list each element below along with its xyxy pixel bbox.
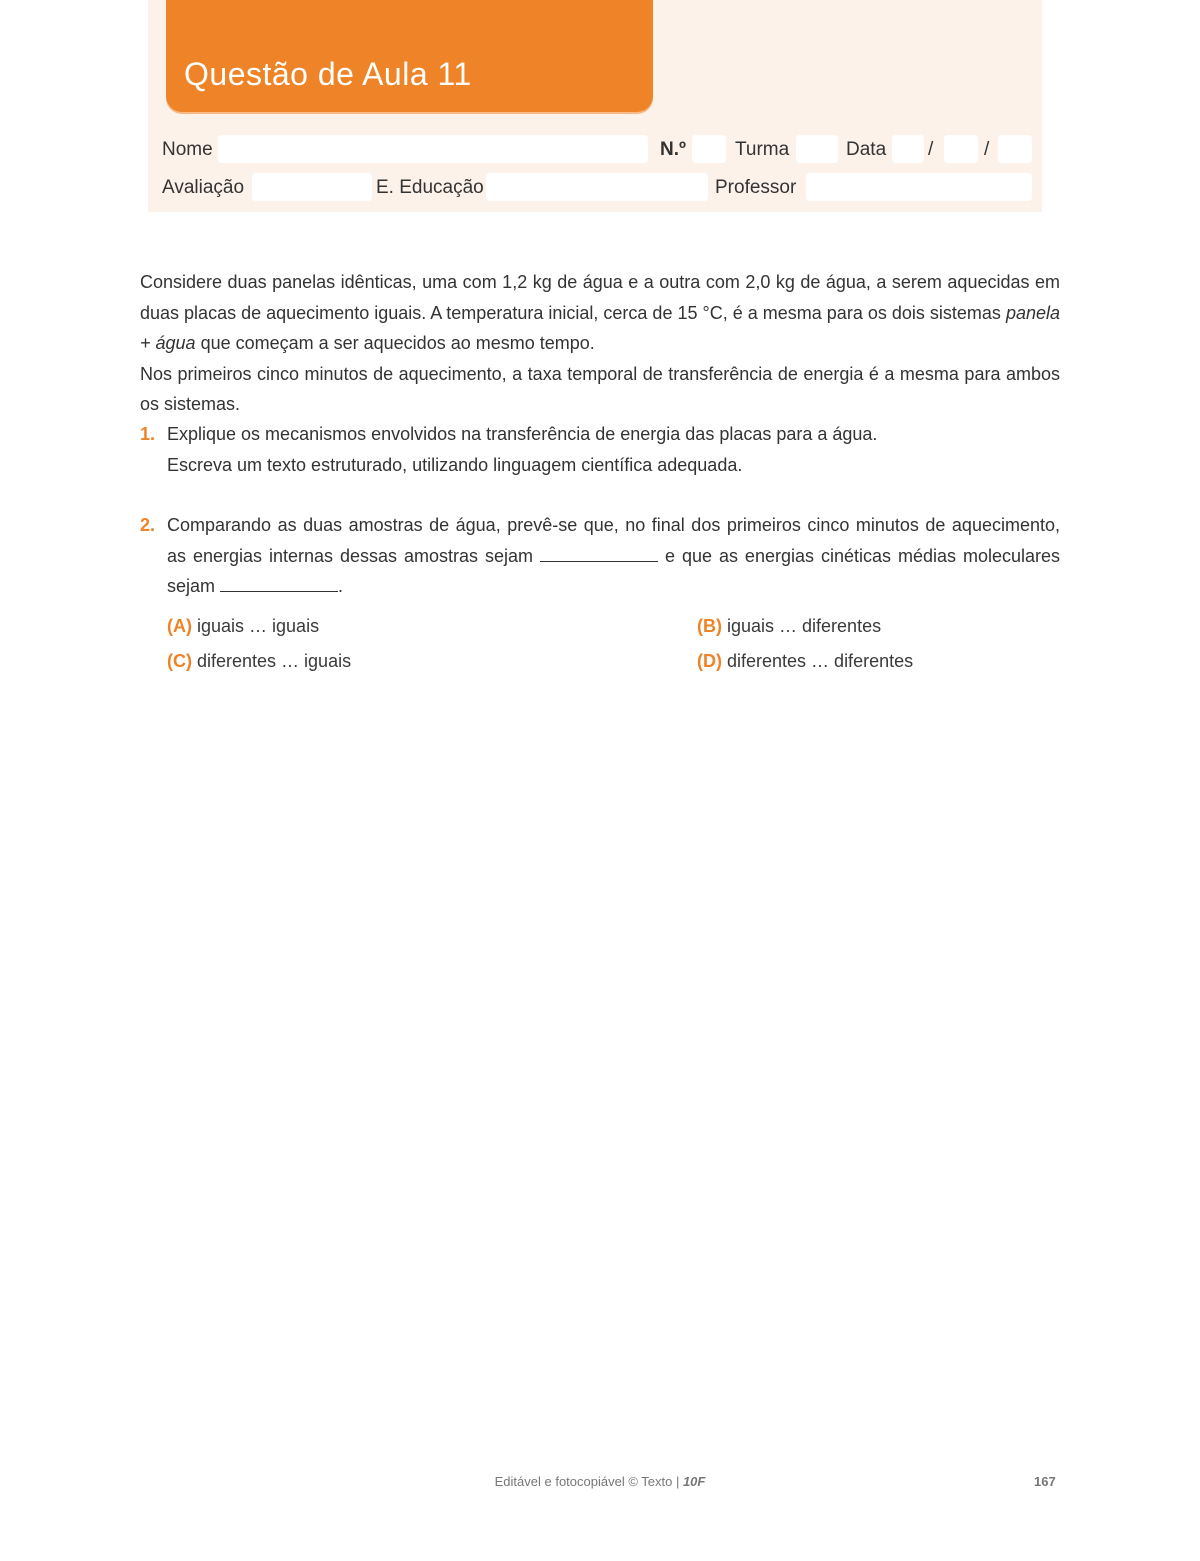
- data-day-field[interactable]: [892, 135, 924, 163]
- numero-field[interactable]: [692, 135, 726, 163]
- numero-label: N.º: [660, 139, 686, 160]
- nome-label: Nome: [162, 139, 213, 160]
- intro-paragraph-2: Nos primeiros cinco minutos de aquecimento, a taxa temporal de transferência de energia é a mesma para ambos os sistemas.: [140, 363, 1060, 414]
- data-year-field[interactable]: [998, 135, 1032, 163]
- nome-field[interactable]: [218, 135, 648, 163]
- professor-field[interactable]: [806, 173, 1032, 201]
- title-tab: [166, 0, 653, 112]
- footer-copyright: Editável e fotocopiável © Texto | 10F: [494, 1474, 706, 1489]
- page-number: 167: [1034, 1474, 1056, 1489]
- page-title: Questão de Aula 11: [184, 56, 472, 92]
- date-separator: /: [928, 139, 934, 160]
- turma-label: Turma: [735, 139, 790, 160]
- educacao-label: E. Educação: [376, 177, 484, 198]
- option-c[interactable]: (C) diferentes … iguais: [167, 651, 352, 671]
- question-2: 2. Comparando as duas amostras de água, prevê-se que, no final dos primeiros cinco minutos de aquecimento, as energias internas dessas amostras sejam e que as energias cinéticas médias moleculares sejam .: [140, 510, 1060, 602]
- option-a[interactable]: (A) iguais … iguais: [167, 616, 320, 636]
- question-1: [140, 419, 1060, 480]
- avaliacao-field[interactable]: [252, 173, 372, 201]
- answer-blank[interactable]: [540, 543, 658, 562]
- educacao-field[interactable]: [486, 173, 708, 201]
- option-d[interactable]: (D) diferentes … diferentes: [697, 651, 914, 671]
- question-1-line-1: Explique os mecanismos envolvidos na transferência de energia das placas para a água.: [167, 424, 878, 444]
- date-separator: /: [984, 139, 990, 160]
- turma-field[interactable]: [796, 135, 838, 163]
- intro-paragraph-1: Considere duas panelas idênticas, uma com 1,2 kg de água e a outra com 2,0 kg de água, a serem aquecidas em duas placas de aquecimento iguais. A temperatura inicial, cerca de 15 °C, é a mesma para os dois sistemas panela + água que começam a ser aquecidos ao mesmo tempo.: [140, 272, 1060, 353]
- question-number: 2.: [140, 515, 156, 535]
- data-label: Data: [846, 139, 887, 160]
- option-b[interactable]: (B) iguais … diferentes: [697, 616, 882, 636]
- question-1-line-2: Escreva um texto estruturado, utilizando linguagem científica adequada.: [167, 454, 743, 475]
- professor-label: Professor: [715, 177, 797, 198]
- avaliacao-label: Avaliação: [162, 177, 245, 198]
- data-month-field[interactable]: [944, 135, 978, 163]
- question-number: 1.: [140, 424, 156, 444]
- answer-blank[interactable]: [220, 573, 338, 592]
- intro-text: [140, 267, 1060, 420]
